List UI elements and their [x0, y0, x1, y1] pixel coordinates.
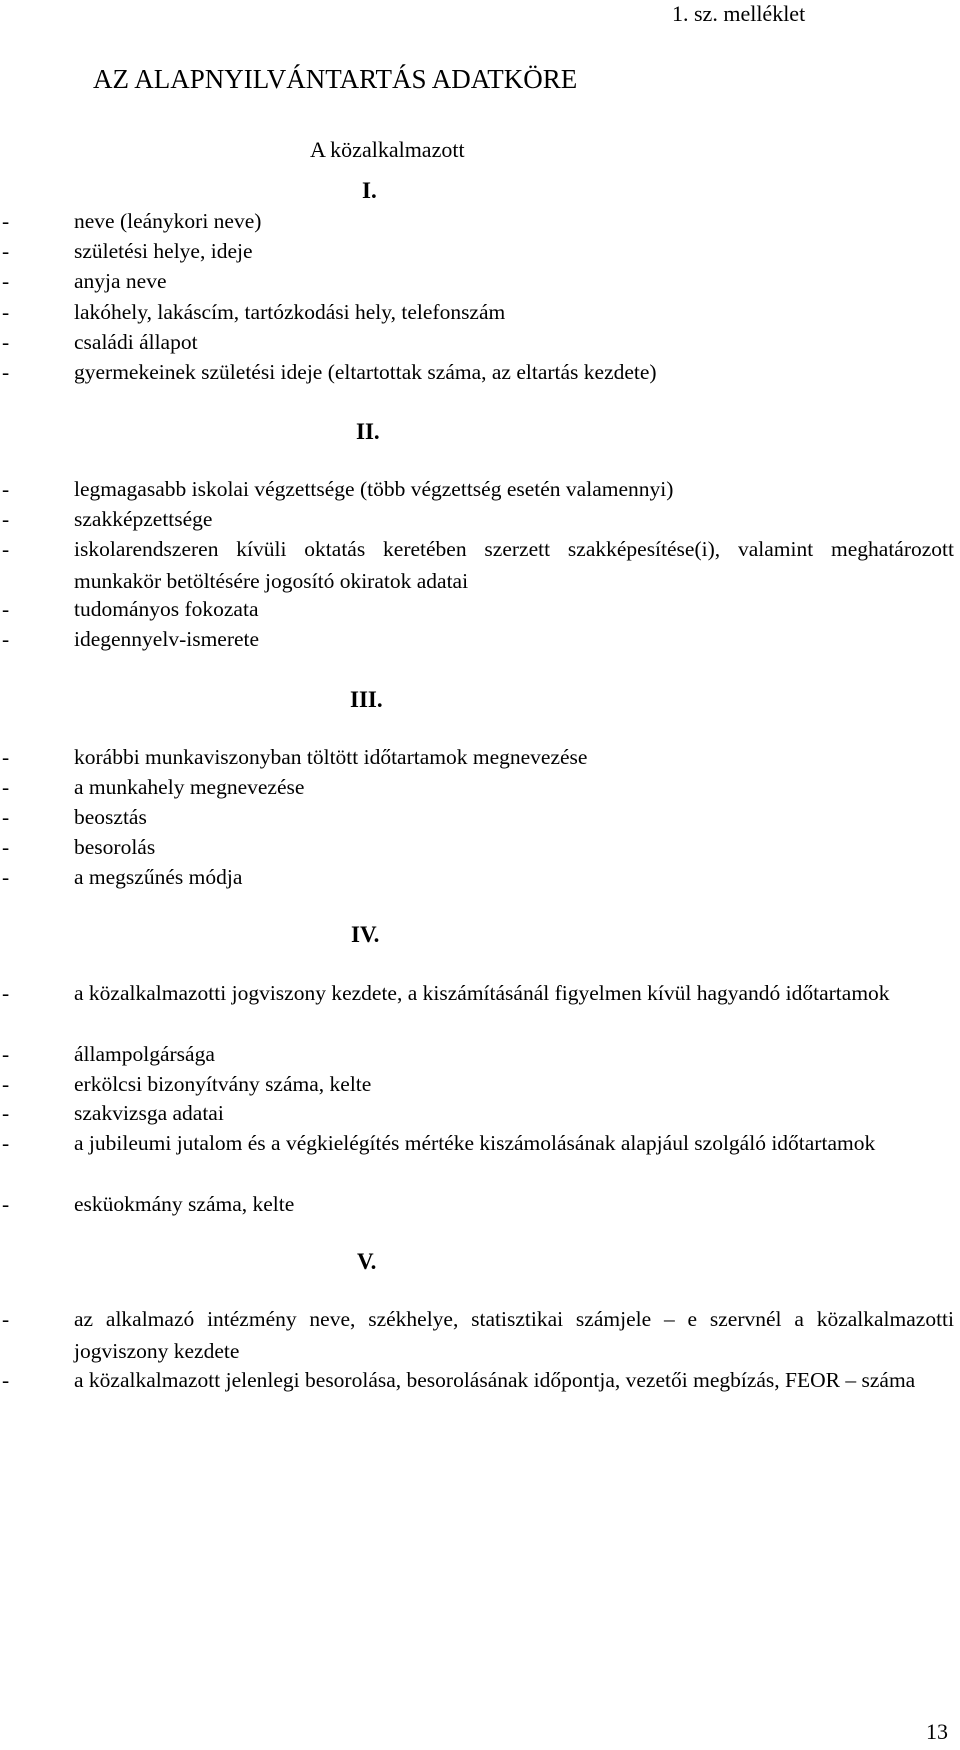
bullet-dash: -	[2, 597, 10, 621]
bullet-dash: -	[2, 865, 10, 889]
list-item-text: szakvizsga adatai	[74, 1101, 224, 1125]
list-item	[0, 265, 954, 297]
bullet-dash: -	[2, 239, 10, 263]
document-subtitle: A közalkalmazott	[310, 137, 465, 162]
list-item	[0, 1097, 954, 1129]
list-item-text: a közalkalmazott jelenlegi besorolása, besorolásának időpontja, vezetői megbízás, FEOR – száma	[74, 1368, 916, 1392]
list-item	[0, 977, 954, 1009]
bullet-dash: -	[2, 360, 10, 384]
list-item	[0, 326, 954, 358]
list-item	[0, 1127, 954, 1159]
bullet-dash: -	[2, 1307, 10, 1331]
bullet-dash: -	[2, 745, 10, 769]
list-item	[0, 205, 954, 237]
list-item	[0, 771, 954, 803]
list-item-text: esküokmány száma, kelte	[74, 1192, 295, 1216]
bullet-dash: -	[2, 507, 10, 531]
bullet-dash: -	[2, 805, 10, 829]
list-item-text: beosztás	[74, 805, 147, 829]
list-item	[0, 861, 954, 893]
document-title: AZ ALAPNYILVÁNTARTÁS ADATKÖRE	[93, 64, 578, 94]
bullet-dash: -	[2, 981, 10, 1005]
bullet-dash: -	[2, 1368, 10, 1392]
list-item-text: idegennyelv-ismerete	[74, 627, 260, 651]
list-item-text: születési helye, ideje	[74, 239, 253, 263]
bullet-dash: -	[2, 627, 10, 651]
section-numeral-v: V.	[357, 1249, 377, 1274]
list-item	[0, 296, 954, 328]
list-item	[0, 741, 954, 773]
bullet-dash: -	[2, 477, 10, 501]
bullet-dash: -	[2, 1192, 10, 1216]
bullet-dash: -	[2, 775, 10, 799]
list-item	[0, 1038, 954, 1070]
list-item-text: iskolarendszeren kívüli oktatás keretében szerzett szakképesítése(i), valamint meghatározott munkakör betöltésére jogosító okiratok adatai	[74, 537, 954, 593]
list-item	[0, 1188, 954, 1220]
list-item-text: neve (leánykori neve)	[74, 209, 262, 233]
list-item	[0, 831, 954, 863]
list-item	[0, 623, 954, 655]
bullet-dash: -	[2, 835, 10, 859]
list-item-text: családi állapot	[74, 330, 198, 354]
list-item-text: anyja neve	[74, 269, 167, 293]
annex-label: 1. sz. melléklet	[672, 1, 806, 26]
bullet-dash: -	[2, 300, 10, 324]
bullet-dash: -	[2, 1072, 10, 1096]
bullet-dash: -	[2, 537, 10, 561]
list-item-text: a közalkalmazotti jogviszony kezdete, a kiszámításánál figyelmen kívül hagyandó időtartamok	[74, 981, 890, 1005]
list-item	[0, 1303, 954, 1367]
section-numeral-i: I.	[362, 178, 377, 203]
list-item-text: a megszűnés módja	[74, 865, 243, 889]
bullet-dash: -	[2, 330, 10, 354]
bullet-dash: -	[2, 209, 10, 233]
list-item	[0, 1068, 954, 1100]
list-item	[0, 473, 954, 505]
page-number: 13	[926, 1719, 948, 1744]
list-item-text: az alkalmazó intézmény neve, székhelye, statisztikai számjele – e szervnél a közalkalmazotti jogviszony kezdete	[74, 1307, 954, 1363]
list-item-text: legmagasabb iskolai végzettsége (több végzettség esetén valamennyi)	[74, 477, 674, 501]
list-item-text: korábbi munkaviszonyban töltött időtartamok megnevezése	[74, 745, 588, 769]
bullet-dash: -	[2, 1101, 10, 1125]
list-item	[0, 1364, 954, 1396]
list-item-text: a jubileumi jutalom és a végkielégítés mértéke kiszámolásának alapjául szolgáló időtartamok	[74, 1131, 876, 1155]
list-item	[0, 503, 954, 535]
section-numeral-iii: III.	[350, 687, 383, 712]
list-item-text: a munkahely megnevezése	[74, 775, 305, 799]
section-numeral-iv: IV.	[351, 922, 380, 947]
list-item	[0, 235, 954, 267]
list-item-text: besorolás	[74, 835, 156, 859]
list-item	[0, 801, 954, 833]
bullet-dash: -	[2, 1042, 10, 1066]
bullet-dash: -	[2, 1131, 10, 1155]
list-item-text: állampolgársága	[74, 1042, 215, 1066]
list-item-text: erkölcsi bizonyítvány száma, kelte	[74, 1072, 372, 1096]
list-item	[0, 533, 954, 597]
section-numeral-ii: II.	[356, 419, 380, 444]
list-item-text: gyermekeinek születési ideje (eltartottak száma, az eltartás kezdete)	[74, 360, 657, 384]
list-item-text: szakképzettsége	[74, 507, 213, 531]
list-item-text: lakóhely, lakáscím, tartózkodási hely, telefonszám	[74, 300, 506, 324]
list-item	[0, 356, 954, 388]
list-item	[0, 593, 954, 625]
list-item-text: tudományos fokozata	[74, 597, 259, 621]
bullet-dash: -	[2, 269, 10, 293]
